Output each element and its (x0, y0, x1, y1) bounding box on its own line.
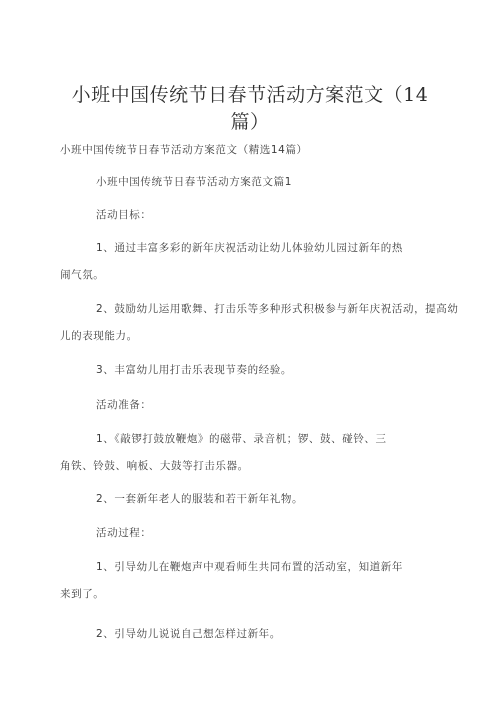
document-title: 小班中国传统节日春节活动方案范文（14篇） (71, 84, 429, 133)
process-1-line-1: 1、引导幼儿在鞭炮声中观看师生共同布置的活动室，知道新年 (96, 561, 403, 573)
section-heading: 小班中国传统节日春节活动方案范文篇1 (96, 176, 292, 188)
goal-3: 3、丰富幼儿用打击乐表现节奏的经验。 (96, 364, 292, 376)
goal-2-line-2: 儿的表现能力。 (60, 330, 138, 342)
document-subtitle: 小班中国传统节日春节活动方案范文（精选14篇） (60, 144, 308, 156)
process-2: 2、引导幼儿说说自己想怎样过新年。 (96, 628, 281, 640)
prep-2: 2、一套新年老人的服装和若干新年礼物。 (96, 493, 304, 505)
prep-heading: 活动准备： (96, 399, 152, 411)
process-heading: 活动过程： (96, 527, 152, 539)
goal-1-line-1: 1、通过丰富多彩的新年庆祝活动让幼儿体验幼儿园过新年的热 (96, 242, 403, 254)
prep-1-line-2: 角铁、铃鼓、响板、大鼓等打击乐器。 (60, 460, 249, 472)
prep-1-line-1: 1、《敲锣打鼓放鞭炮》的磁带、录音机；锣、鼓、碰铃、三 (96, 433, 387, 445)
process-1-line-2: 来到了。 (60, 588, 105, 600)
goal-2-line-1: 2、鼓励幼儿运用歌舞、打击乐等多种形式积极参与新年庆祝活动，提高幼 (96, 303, 459, 315)
goal-1-line-2: 闹气氛。 (60, 269, 105, 281)
goals-heading: 活动目标： (96, 209, 152, 221)
